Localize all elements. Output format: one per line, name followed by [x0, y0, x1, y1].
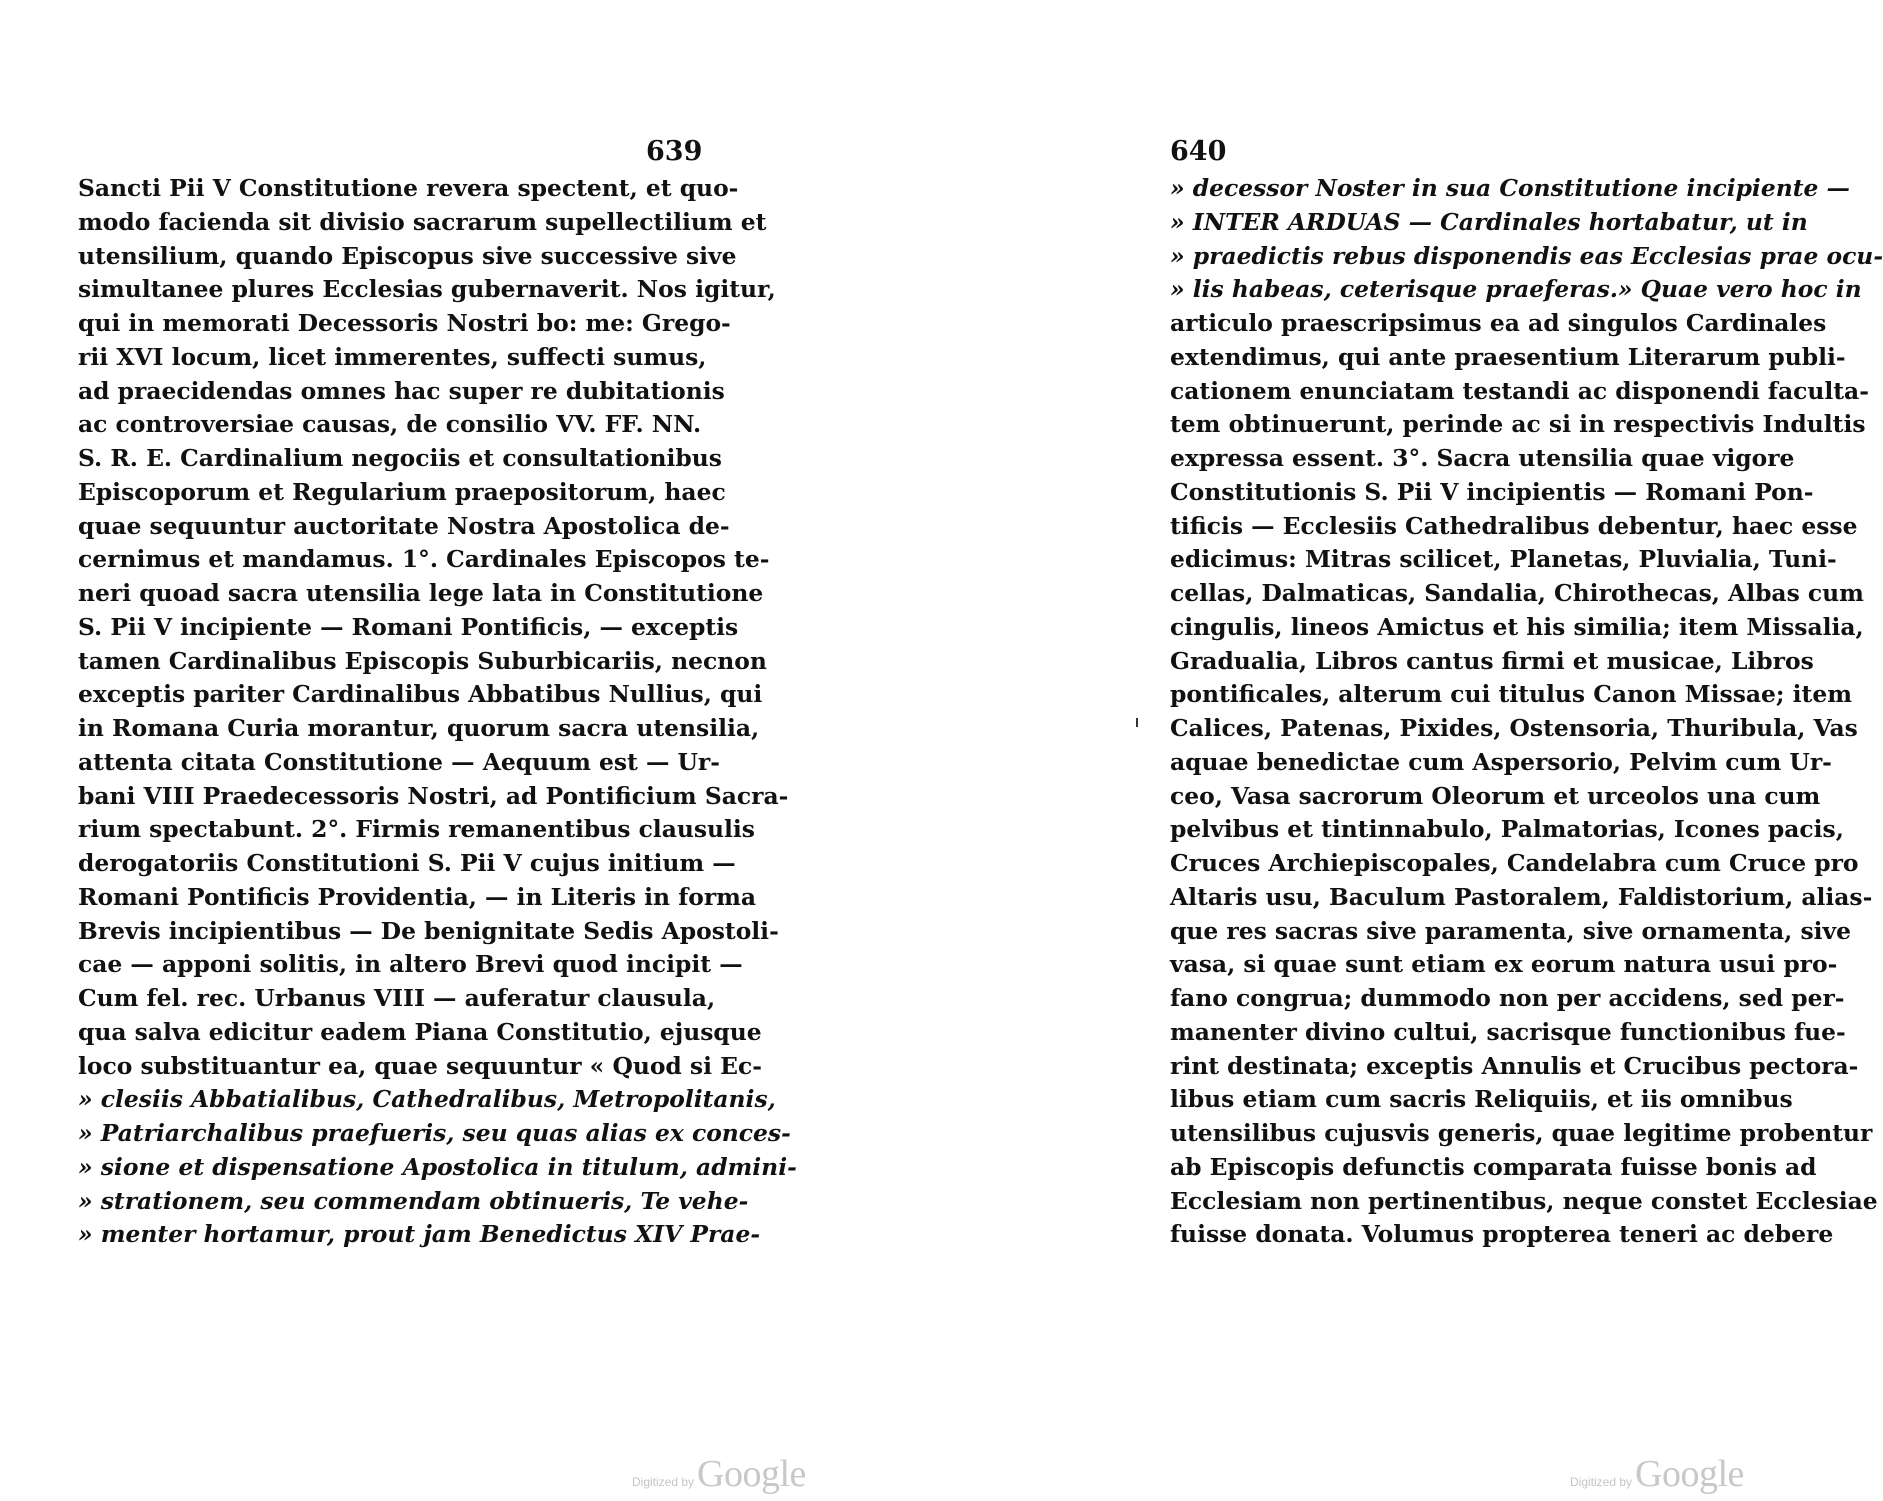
text-line: qua salva edicitur eadem Piana Constitutio, ejusque	[78, 1017, 762, 1046]
text-line: cernimus et mandamus. 1°. Cardinales Episcopos te-	[78, 545, 770, 574]
text-line: » INTER ARDUAS — Cardinales hortabatur, ut in	[1170, 207, 1808, 236]
text-line: ad praecidendas omnes hac super re dubitationis	[78, 376, 725, 405]
text-line: in Romana Curia morantur, quorum sacra utensilia,	[78, 714, 760, 742]
text-line: ceo, Vasa sacrorum Oleorum et urceolos una cum	[1170, 781, 1821, 810]
text-line: utensilibus cujusvis generis, quae legitime probentur	[1170, 1119, 1873, 1147]
text-line: tificis — Ecclesiis Cathedralibus debentur, haec esse	[1170, 511, 1858, 540]
text-line: Ecclesiam non pertinentibus, neque constet Ecclesiae	[1170, 1186, 1878, 1215]
text-line: cationem enunciatam testandi ac disponendi faculta-	[1170, 376, 1869, 405]
page-number-left: 639	[646, 136, 703, 167]
text-line: derogatoriis Constitutioni S. Pii V cujus initium —	[78, 849, 736, 877]
text-line: Brevis incipientibus — De benignitate Sedis Apostoli-	[78, 916, 779, 945]
text-line: Romani Pontificis Providentia, — in Literis in forma	[78, 882, 757, 911]
text-line: S. Pii V incipiente — Romani Pontificis, — exceptis	[78, 612, 739, 641]
text-line: expressa essent. 3°. Sacra utensilia quae vigore	[1170, 444, 1795, 472]
text-line: » clesiis Abbatialibus, Cathedralibus, Metropolitanis,	[78, 1085, 776, 1114]
text-line: manenter divino cultui, sacrisque functionibus fue-	[1170, 1017, 1846, 1046]
text-line: cingulis, lineos Amictus et his similia; item Missalia,	[1170, 612, 1864, 641]
digitized-by-google-watermark-right	[1570, 1452, 1744, 1496]
text-line: pelvibus et tintinnabulo, Palmatorias, Icones pacis,	[1170, 815, 1844, 844]
text-line: articulo praescripsimus ea ad singulos Cardinales	[1170, 309, 1827, 337]
text-line: fuisse donata. Volumus propterea teneri ac debere	[1170, 1220, 1834, 1249]
text-line: cellas, Dalmaticas, Sandalia, Chirothecas, Albas cum	[1170, 579, 1864, 607]
text-line: Gradualia, Libros cantus firmi et musicae, Libros	[1170, 646, 1814, 675]
text-line: attenta citata Constitutione — Aequum est — Ur-	[78, 747, 720, 776]
text-line: qui in memorati Decessoris Nostri bo: me: Grego-	[78, 309, 731, 337]
text-line: » Patriarchalibus praefueris, seu quas alias ex conces-	[78, 1119, 791, 1147]
text-line: que res sacras sive paramenta, sive ornamenta, sive	[1170, 916, 1851, 945]
left-page	[0, 0, 934, 1501]
text-line: Cruces Archiepiscopales, Candelabra cum Cruce pro	[1170, 849, 1859, 877]
text-line: rii XVI locum, licet immerentes, suffecti sumus,	[78, 342, 707, 371]
text-line: S. R. E. Cardinalium negociis et consultationibus	[78, 444, 722, 472]
text-line: exceptis pariter Cardinalibus Abbatibus Nullius, qui	[78, 680, 763, 709]
text-line: cae — apponi solitis, in altero Brevi quod incipit —	[78, 950, 743, 979]
google-logo-text: Google	[1635, 1453, 1744, 1495]
google-logo-text: Google	[697, 1453, 806, 1495]
text-line: rint destinata; exceptis Annulis et Crucibus pectora-	[1170, 1051, 1859, 1080]
text-line: edicimus: Mitras scilicet, Planetas, Pluvialia, Tuni-	[1170, 545, 1837, 574]
page-number-right: 640	[1170, 136, 1227, 167]
text-line: vasa, si quae sunt etiam ex eorum natura usui pro-	[1170, 950, 1838, 979]
left-page-body-text	[78, 172, 797, 1252]
text-line: » sione et dispensatione Apostolica in titulum, admini-	[78, 1152, 797, 1181]
text-line: Altaris usu, Baculum Pastoralem, Faldistorium, alias-	[1170, 882, 1873, 911]
text-line: Episcoporum et Regularium praepositorum, haec	[78, 477, 726, 506]
text-line: » lis habeas, ceterisque praeferas.» Quae vero hoc in	[1170, 275, 1862, 304]
text-line: Constitutionis S. Pii V incipientis — Romani Pon-	[1170, 477, 1814, 506]
text-line: utensilium, quando Episcopus sive successive sive	[78, 241, 737, 270]
text-line: Sancti Pii V Constitutione revera spectent, et quo-	[78, 174, 739, 202]
text-line: aquae benedictae cum Aspersorio, Pelvim cum Ur-	[1170, 747, 1832, 776]
text-line: libus etiam cum sacris Reliquiis, et iis omnibus	[1170, 1085, 1793, 1114]
text-line: » praedictis rebus disponendis eas Ecclesias prae ocu-	[1170, 241, 1883, 270]
text-line: Cum fel. rec. Urbanus VIII — auferatur clausula,	[78, 984, 716, 1012]
right-page	[934, 0, 1883, 1501]
text-line: » strationem, seu commendam obtinueris, Te vehe-	[78, 1186, 749, 1215]
text-line: fano congrua; dummodo non per accidens, sed per-	[1170, 984, 1845, 1012]
text-line: extendimus, qui ante praesentium Literarum publi-	[1170, 342, 1846, 371]
text-line: pontificales, alterum cui titulus Canon Missae; item	[1170, 680, 1852, 709]
text-line: tamen Cardinalibus Episcopis Suburbicariis, necnon	[78, 646, 767, 675]
digitized-by-label: Digitized by	[632, 1475, 695, 1489]
text-line: bani VIII Praedecessoris Nostri, ad Pontificium Sacra-	[78, 781, 789, 810]
text-line: loco substituantur ea, quae sequuntur « Quod si Ec-	[78, 1051, 762, 1080]
digitized-by-google-watermark-left	[632, 1452, 806, 1496]
digitized-by-label: Digitized by	[1570, 1475, 1633, 1489]
text-line: » menter hortamur, prout jam Benedictus XIV Prae-	[78, 1220, 761, 1249]
margin-mark	[1136, 718, 1138, 727]
text-line: ab Episcopis defunctis comparata fuisse bonis ad	[1170, 1152, 1817, 1181]
text-line: modo facienda sit divisio sacrarum supellectilium et	[78, 207, 767, 236]
text-line: quae sequuntur auctoritate Nostra Apostolica de-	[78, 511, 730, 540]
text-line: rium spectabunt. 2°. Firmis remanentibus clausulis	[78, 815, 755, 844]
text-line: » decessor Noster in sua Constitutione incipiente —	[1170, 174, 1850, 202]
text-line: ac controversiae causas, de consilio VV. FF. NN.	[78, 410, 702, 439]
text-line: Calices, Patenas, Pixides, Ostensoria, Thuribula, Vas	[1170, 714, 1858, 742]
text-line: neri quoad sacra utensilia lege lata in Constitutione	[78, 579, 764, 607]
text-line: simultanee plures Ecclesias gubernaverit. Nos igitur,	[78, 275, 776, 304]
right-page-body-text	[1170, 172, 1883, 1252]
text-line: tem obtinuerunt, perinde ac si in respectivis Indultis	[1170, 410, 1866, 439]
